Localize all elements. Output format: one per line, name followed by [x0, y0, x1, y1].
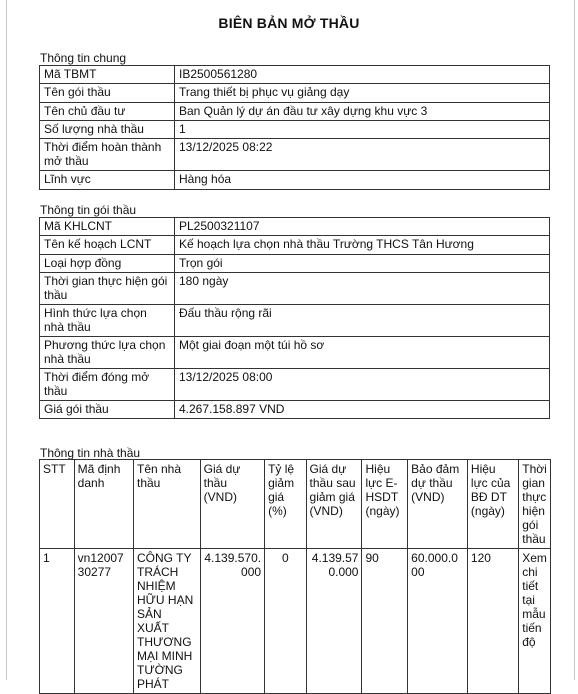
info-value: Đấu thầu rộng rãi [175, 305, 550, 337]
info-value: Trang thiết bị phục vụ giảng dạy [175, 84, 550, 103]
bidders-header-cell: Bảo đảm dự thầu (VND) [408, 460, 468, 549]
general-info-table [39, 65, 550, 190]
info-row [40, 171, 550, 190]
table-cell: 1 [40, 549, 75, 694]
bidders-header-cell: Giá dự thầu (VND) [200, 460, 264, 549]
package-section-title: Thông tin gói thầu [40, 203, 137, 217]
info-label: Lĩnh vực [40, 171, 175, 190]
bidders-header-cell: Hiệu lực của BĐ DT (ngày) [467, 460, 518, 549]
info-value: IB2500561280 [175, 66, 550, 84]
bidders-table [39, 459, 551, 694]
table-cell: CÔNG TY TRÁCH NHIỆM HỮU HẠN SẢN XUẤT THƯƠNG MẠI MINH TƯỜNG PHÁT [134, 549, 201, 694]
info-row [40, 255, 550, 273]
general-section-title: Thông tin chung [40, 51, 127, 65]
info-label: Hình thức lựa chọn nhà thầu [40, 305, 175, 337]
info-label: Phương thức lựa chọn nhà thầu [40, 337, 175, 369]
bidders-header-cell: Mã định danh [74, 460, 133, 549]
table-cell: 4.139.570.000 [200, 549, 264, 694]
info-row [40, 236, 550, 255]
info-label: Thời điểm đóng mở thầu [40, 369, 175, 401]
bidders-header-cell: Tên nhà thầu [134, 460, 201, 549]
info-row [40, 369, 550, 401]
document-title: BIÊN BẢN MỞ THẦU [218, 15, 360, 31]
page-edge-left [6, 0, 7, 680]
info-value: Hàng hóa [175, 171, 550, 190]
table-cell: 120 [467, 549, 518, 694]
info-row [40, 139, 550, 171]
info-label: Mã KHLCNT [40, 218, 175, 236]
info-label: Tên kế hoạch LCNT [40, 236, 175, 255]
info-value: 13/12/2025 08:00 [175, 369, 550, 401]
table-cell: 90 [362, 549, 408, 694]
table-cell: 4.139.570.000 [306, 549, 362, 694]
info-row [40, 66, 550, 84]
table-cell: vn1200730277 [74, 549, 133, 694]
info-label: Tên chủ đầu tư [40, 103, 175, 121]
bidders-section-title: Thông tin nhà thầu [40, 446, 141, 460]
info-row [40, 84, 550, 103]
package-info-table [39, 217, 550, 419]
info-value: Kế hoạch lựa chọn nhà thầu Trường THCS Tân Hương [175, 236, 550, 255]
info-label: Tên gói thầu [40, 84, 175, 103]
info-row [40, 337, 550, 369]
info-value: Một giai đoạn một túi hồ sơ [175, 337, 550, 369]
table-cell: 0 [265, 549, 306, 694]
table-cell: Xem chi tiết tại mẫu tiến độ [519, 549, 551, 694]
bidders-header-row [40, 460, 551, 549]
bidders-header-cell: Hiệu lực E-HSDT (ngày) [362, 460, 408, 549]
info-value: Trọn gói [175, 255, 550, 273]
bidders-header-cell: Giá dự thầu sau giảm giá (VND) [306, 460, 362, 549]
info-row [40, 305, 550, 337]
info-row [40, 401, 550, 419]
info-value: 1 [175, 121, 550, 139]
info-value: 180 ngày [175, 273, 550, 305]
info-row [40, 103, 550, 121]
info-value: 4.267.158.897 VND [175, 401, 550, 419]
table-cell: 60.000.000 [408, 549, 468, 694]
info-row [40, 273, 550, 305]
info-row [40, 218, 550, 236]
info-label: Thời gian thực hiện gói thầu [40, 273, 175, 305]
page-edge-right [574, 0, 575, 680]
info-label: Thời điểm hoàn thành mở thầu [40, 139, 175, 171]
table-row [40, 549, 551, 694]
info-label: Giá gói thầu [40, 401, 175, 419]
info-value: 13/12/2025 08:22 [175, 139, 550, 171]
info-value: Ban Quản lý dự án đầu tư xây dựng khu vực 3 [175, 103, 550, 121]
info-value: PL2500321107 [175, 218, 550, 236]
info-label: Mã TBMT [40, 66, 175, 84]
info-row [40, 121, 550, 139]
info-label: Số lượng nhà thầu [40, 121, 175, 139]
info-label: Loại hợp đồng [40, 255, 175, 273]
bidders-header-cell: Thời gian thực hiện gói thầu [519, 460, 551, 549]
bidders-header-cell: Tỷ lệ giảm giá (%) [265, 460, 306, 549]
bidders-header-cell: STT [40, 460, 75, 549]
